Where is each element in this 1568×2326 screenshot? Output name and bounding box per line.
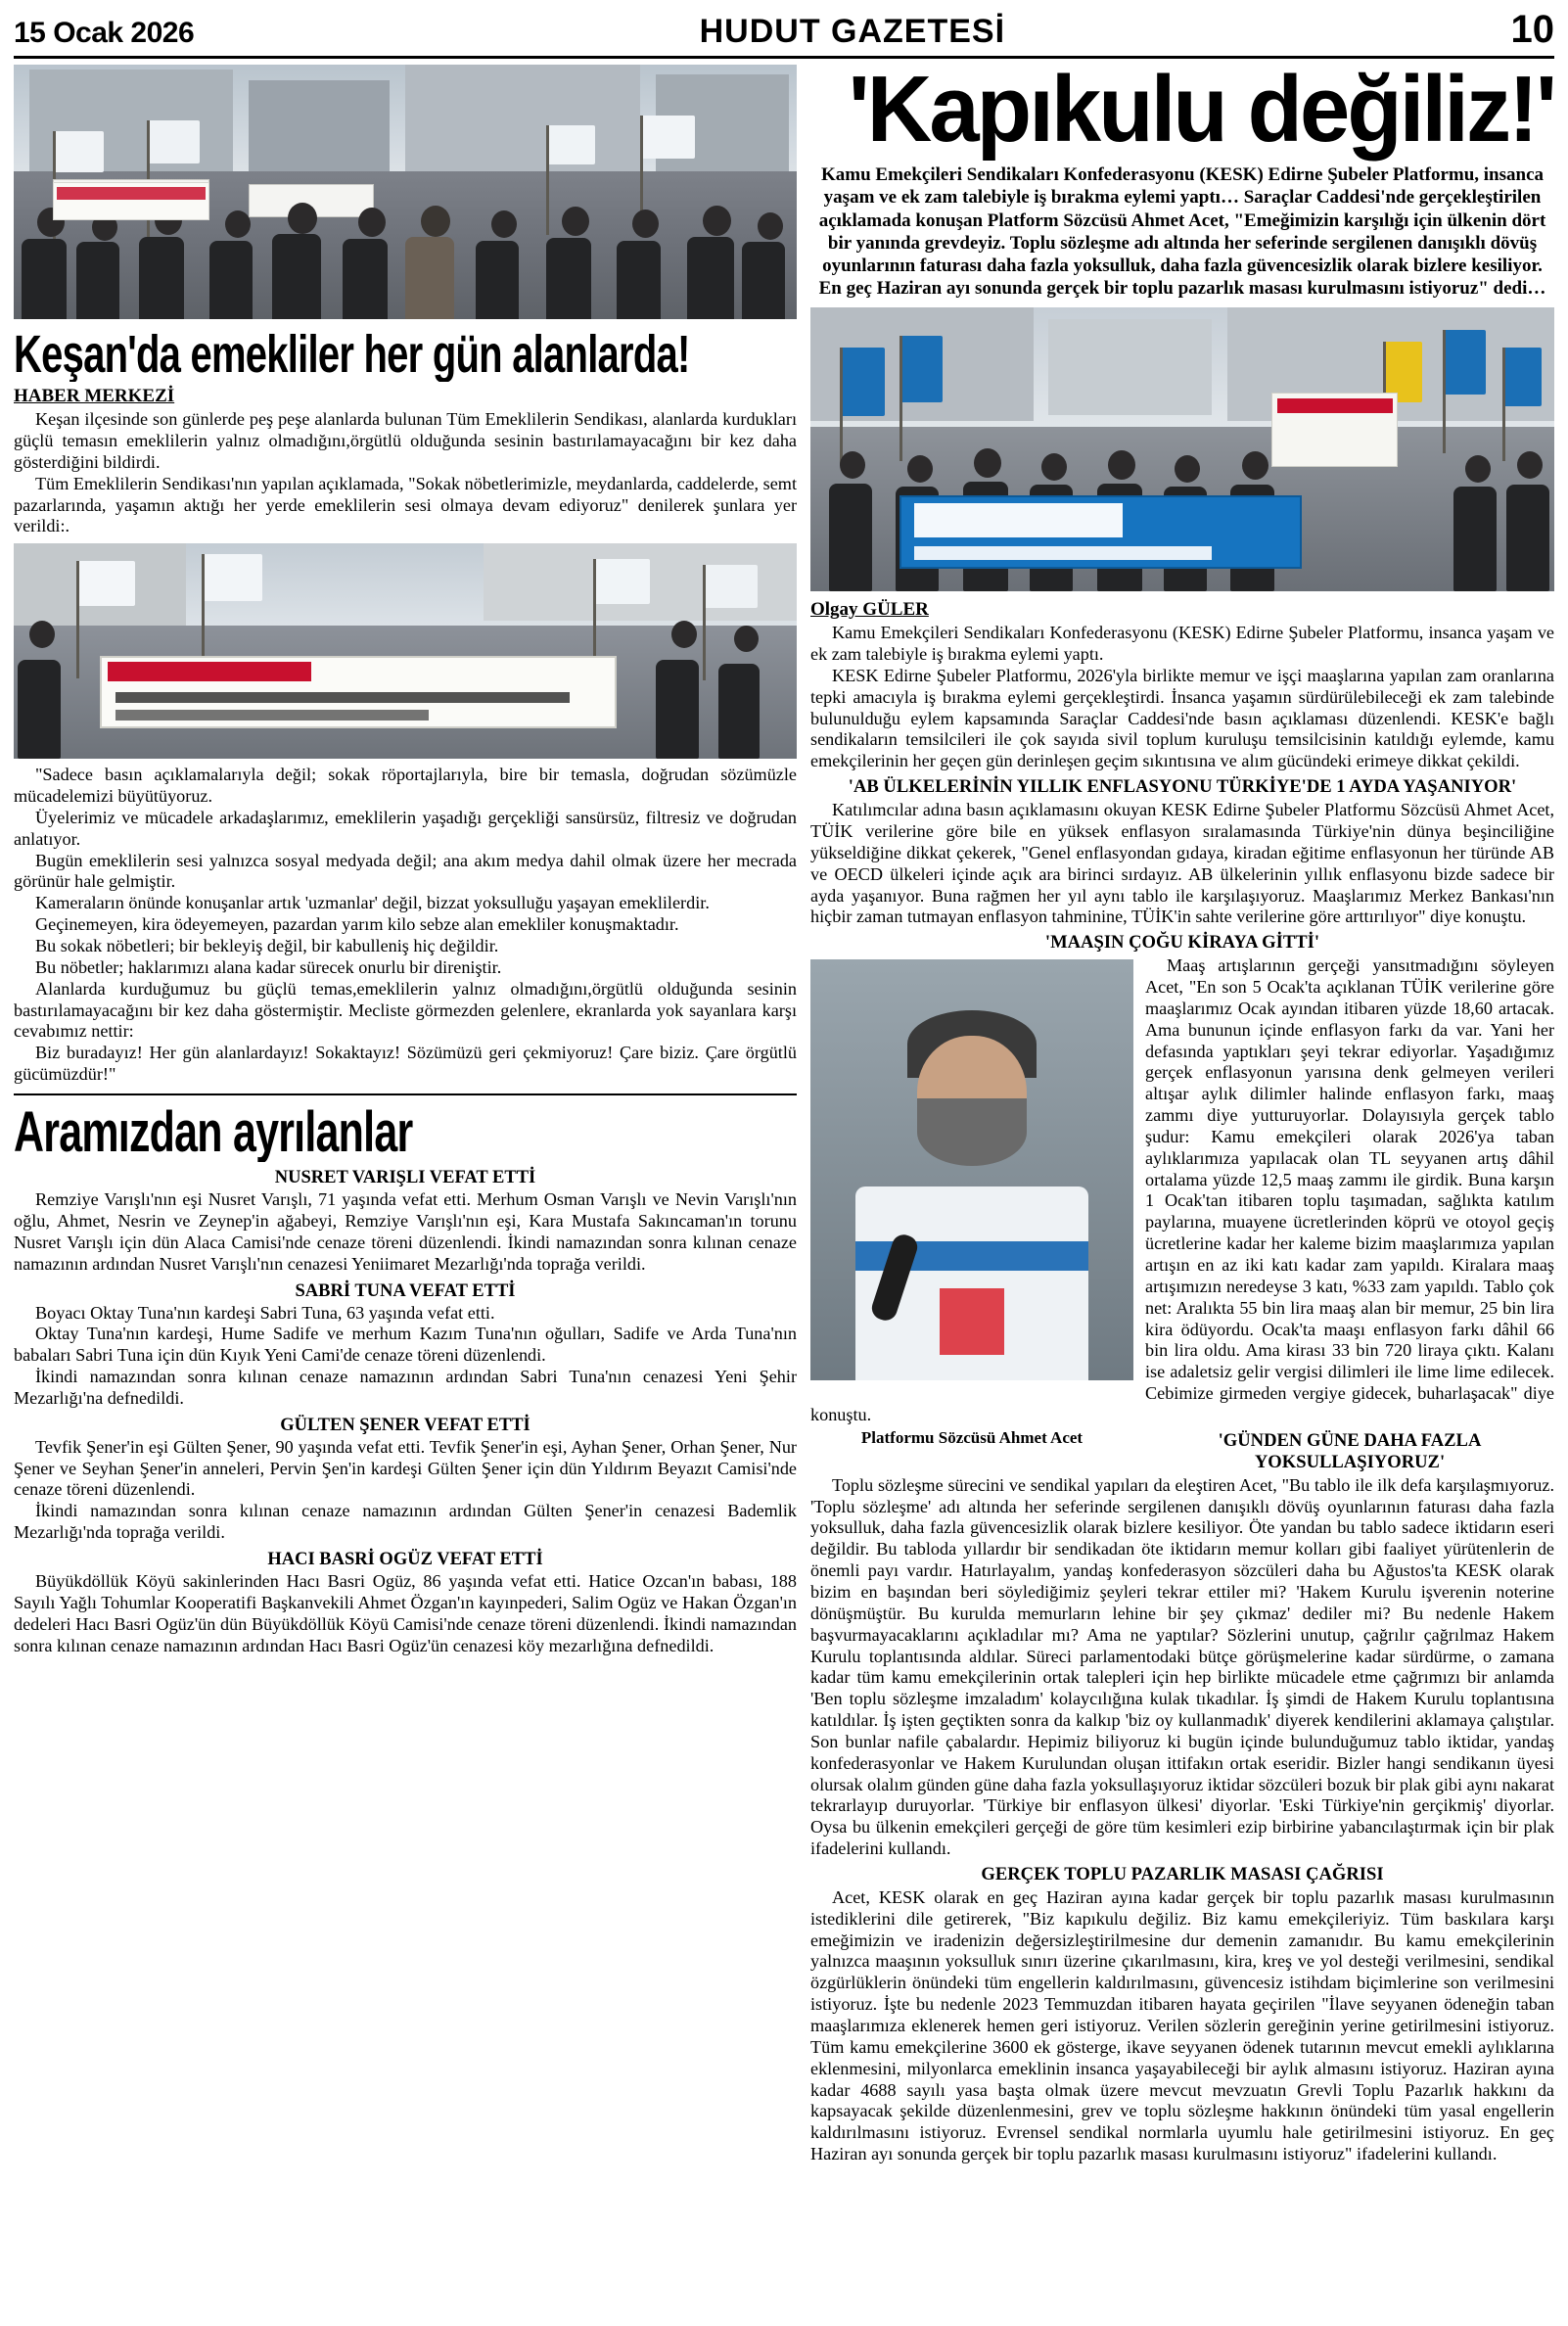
obituaries-headline-wrapper <box>14 1103 797 1162</box>
section-3-paragraph: Toplu sözleşme sürecini ve sendikal yapıları da eleştiren Acet, "Bu tablo ile ilk defa karşılaşmıyoruz. 'Toplu sözleşme' adı altında her seferinde sergilenen danışıklı dövüş oyunlarının faturası daha fazla yoksulluk, daha fazla güvencesizlik olarak bizlere kesiliyor. Öte yandan bu tablo sadece iktidarın eseri değildir. Bu tabloda yıllardır bir sendikadan öte iktidarın memur kolları gibi faaliyet yürütenlerin de önemli payı vardır. Hatırlayalım, yandaş konfederasyon sözcüleri daha bu Ağustos'ta KESK olarak bizim en başından beri söylediğimiz şeyleri tekrar ettiler mi? 'Hakem Kurulu işverenin noterine dönüşmüştür. Bu kurulda memurların lehine bir şey çıkmaz' dediler mi? Bu nedenle Hakem başvurmayacaklarını açıkladılar mı? Ama ne yaptılar? Sözlerini unutup, çağrılır çağrılmaz Hakem Kurulu toplantısında aldılar. Süreci parlamentodaki bütçe görüşmelerine kadar sürdürme, o zamana kadar tüm kamu emekçilerinin ortak talepleri için hep birlikte mücadele etme çağrımızı bir anlamda 'Ben toplu sözleşme imzaladım' kolaycılığına kulak tıkadılar. İş şimdi de Hakem Kurulu toplantısına katıldılar. İş işten geçtikten sonra da kalkıp 'biz oy kullanmadık' diyerek kendilerini aklamaya çalıştılar. Son bunlar nafile çabalardır. Hepimiz biliyoruz ki bugün içinde bulunduğumuz tablo iktidar, yandaş konfederasyonlar ve Hakem Kurulundan oluşan ittifakın ortak eseridir. Bizler hangi sendikanın üyesi olursak olalım günden güne daha fazla yoksullaşıyoruz iktidar sözcüleri bozuk bir plak gibi aynı nakarat tekrarlayıp duruyorlar. 'Türkiye bir enflasyon ülkesi' diyorlar. 'Eski Türkiye'nin gerçikmiş' diyorlar. Oysa bu ülkenin emekçileri gerçeği de göre tüm kesimleri ezip birbirine yabancılaştırmak için bir plak ifadelerini kullandı. <box>810 1474 1554 1859</box>
left-column <box>14 65 797 2303</box>
right-column <box>810 57 1554 2303</box>
photo-kesk-march <box>810 307 1554 591</box>
right-byline: Olgay GÜLER <box>810 599 929 621</box>
left-after-8: Alanlarda kurduğumuz bu güçlü temas,emeklilerin yalnız olmadığını,örgütlü olduğunda sesinin bastırılamayacağını bir kez daha göstermiştir. Mecliste görmezden gelenlere, ekranlarda yok sayanlara karşı cevabımız nettir: <box>14 978 797 1042</box>
obituary-title: SABRİ TUNA VEFAT ETTİ <box>295 1280 516 1301</box>
photo-emekliler-protest <box>14 65 797 319</box>
page-columns <box>14 57 1554 2303</box>
masthead-page-number: 10 <box>1510 8 1554 51</box>
left-paragraph-2: Tüm Emeklilerin Sendikası'nın yapılan açıklamada, "Sokak nöbetlerimizle, meydanlarda, caddelerde, semt pazarlarında, yaşamın aktığı her yerde emeklilerin sesi olmaya devam ediyoruz" denilerek şunlara yer verildi:. <box>14 473 797 536</box>
obituary-item <box>14 1168 797 1275</box>
section-1-paragraph: Katılımcılar adına basın açıklamasını okuyan KESK Edirne Şubeler Platformu Sözcüsü Ahmet Acet, TÜİK verilerine göre bile en yüksek enflasyon sıralamasında Türkiye'nin dünya beşinciliğine yükseldiğine dikkat çekerek, "Genel enflasyondan gıdaya, kiradan eğitime enflasyonun her türünde AB ve OECD ülkeleri içinde açık ara birinci sırdayız. AB ülkelerinin yıllık enflasyonu bizde sadece bir ayda yaşanıyor. Buna rağmen her yıl aynı tablo ile karşılaşıyoruz. Maaşlarımız Merkez Bankası'nın hiçbir zaman tutmayan enflasyon tahminine, TÜİK'in sahte verilerine göre arttırılıyor" diye konuştu. <box>810 800 1554 927</box>
masthead-date: 15 Ocak 2026 <box>14 17 195 49</box>
obituary-item <box>14 1416 797 1544</box>
portrait-caption: Platformu Sözcüsü Ahmet Acet <box>860 1427 1084 1447</box>
obituary-text: Oktay Tuna'nın kardeşi, Hume Sadife ve merhum Kazım Tuna'nın oğulları, Sadife ve Arda Tuna'nın babaları Sabri Tuna için dün Kıyık Yeni Cami'de cenaze töreni düzenlendi. <box>14 1324 797 1366</box>
section-title-1: 'AB ÜLKELERİNİN YILLIK ENFLASYONU TÜRKİYE'DE 1 AYDA YAŞANIYOR' <box>848 776 1517 798</box>
section-title-3: 'GÜNDEN GÜNE DAHA FAZLA YOKSULLAŞIYORUZ' <box>1218 1429 1482 1472</box>
obituary-list <box>14 1168 797 1656</box>
left-after-1: "Sadece basın açıklamalarıyla değil; sokak röportajlarıyla, bire bir temasla, doğrudan sözümüzle mücadelemizi büyütüyoruz. <box>14 765 797 807</box>
photo-ahmet-acet-portrait <box>810 959 1133 1380</box>
obituary-text: Boyacı Oktay Tuna'nın kardeşi Sabri Tuna, 63 yaşında vefat etti. <box>35 1302 495 1323</box>
left-after-4: Kameraların önünde konuşanlar artık 'uzmanlar' değil, bizzat yoksulluğu yaşayan emeklilerdir. <box>35 893 710 913</box>
section-2-paragraph: Maaş artışlarının gerçeği yansıtmadığını söyleyen Acet, "En son 5 Ocak'ta açıklanan TÜİK verilerine göre maaşlarımız Ocak ayından itibaren yüzde 18,60 artacak. Ama bununun içinde enflasyon farkı da var. Yani her defasında yaptıkları şeyi tekrar ediyorlar. Yaşadığımız gerçek enflasyonun yarısına denk gelmeyen verileri altışar aylık dilimler halinde enflasyon farkı, maaş zammı diye yutturuyorlar. Dolayısıyla gerçek tablo şudur: Kamu emekçileri olarak 2026'ya taban aylıklarımıza yapılacak olan TL seyyanen artış dâhil ortalama yüzde 12,5 maaş zammı ile girdik. Buna karşın 1 Ocak'tan itibaren toplu taşımadan, sağlıkta katılım paylarına, muayene ücretlerinden köprü ve otoyol geçiş ücretlerine kadar her kaleme bizim maaşlarımıza yapılan artışın en az iki katı kadar zam yapıldı. Kiralara maaş artışımızın neredeyse 3 katı, %33 zam yapıldı. Tablo çok net: Aralıkta 55 bin lira maaş alan bir memur, 25 bin lira kira ödüyordu. Ocak'ta maaşı enflasyon farkı dâhil 66 bin lira oldu. Ama kirası 33 bin 720 liraya çıktı. Kalanı ise adaletsiz gelir vergisi dilimleri ile lime lime edilecek. Cebimize girmeden vergiye gidecek, buharlaşacak" diye konuştu. <box>810 955 1554 1424</box>
obituaries-headline: Aramızdan ayrılanlar <box>14 1102 413 1163</box>
section-title-2: 'MAAŞIN ÇOĞU KİRAYA GİTTİ' <box>1044 932 1320 954</box>
left-after-5: Geçinemeyen, kira ödeyemeyen, pazardan yarım kilo sebze alan emekliler konuşmaktadır. <box>35 914 679 935</box>
obituary-text: Remziye Varışlı'nın eşi Nusret Varışlı, 71 yaşında vefat etti. Merhum Osman Varışlı ve Nevin Varışlı'nın oğlu, Ahmet, Nesrin ve Zeynep'in ağabeyi, Remziye Varışlı'nın eşi, Kara Mustafa Sakıncaman'ın torunu Nusret Varışlı için dün Alaca Camisi'nde cenaze töreni düzenlendi. İkindi namazından sonra kılınan cenaze namazının ardından Nusret Varışlı'nın cenazesi Yeniimaret Mezarlığı'nda toprağa verildi. <box>14 1189 797 1274</box>
obituary-title: HACI BASRİ OGÜZ VEFAT ETTİ <box>267 1550 543 1569</box>
obituary-title: NUSRET VARIŞLI VEFAT ETTİ <box>274 1168 536 1188</box>
masthead <box>14 8 1554 59</box>
obituary-text: Büyükdöllük Köyü sakinlerinden Hacı Basri Ogüz, 86 yaşında vefat etti. Hatice Ozcan'ın babası, 188 Sayılı Yağlı Tohumlar Kooperatifi Başkanvekili Ahmet Özgan'ın kayınpederi, Salim Ogüz ve Hakan Özgan'ın dedeleri Hacı Basri Ogüz'ün dün Büyükdöllük Köyü Camisi'nde cenaze töreni düzenlendi. İkindi namazından sonra kılınan cenaze namazının ardından Hacı Basri Ogüz'ün cenazesi köy mezarlığına defnedildi. <box>14 1571 797 1655</box>
left-after-6: Bu sokak nöbetleri; bir bekleyiş değil, bir kabulleniş hiç değildir. <box>35 935 499 955</box>
right-headline: 'Kapıkulu değiliz!' <box>848 57 1554 162</box>
left-paragraph-1: Keşan ilçesinde son günlerde peş peşe alanlarda bulunan Tüm Emeklilerin Sendikası, alanlarda kurdukları güçlü temasın emeklilerin yalnız olmadığını,örgütlü olduğunda sesinin bastırılamayacağını bir kez daha gösterdiğini bildirdi. <box>14 409 797 472</box>
photo-gecinemiyoruz-banner <box>14 543 797 759</box>
left-after-2: Üyelerimiz ve mücadele arkadaşlarımız, emeklilerin yaşadığı gerçekliği sansürsüz, filtresiz ve doğrudan anlatıyor. <box>14 807 797 849</box>
masthead-title: HUDUT GAZETESİ <box>699 13 1006 50</box>
obituary-text: Tevfik Şener'in eşi Gülten Şener, 90 yaşında vefat etti. Tevfik Şener'in eşi, Ayhan Şener, Orhan Şener, Nur Şener ve Seyhan Şener'in anneleri, Pervin Şen'in kardeşi Gülten Şener için dün Yıldırım Beyazıt Camisi'nde cenaze töreni düzenlendi. <box>14 1436 797 1500</box>
obituary-text: İkindi namazından sonra kılınan cenaze namazının ardından Sabri Tuna'nın cenazesi Yeni Şehir Mezarlığı'na defnedildi. <box>14 1367 797 1408</box>
left-headline-wrapper <box>14 327 797 382</box>
left-after-3: Bugün emeklilerin sesi yalnızca sosyal medyada değil; ana akım medya dahil olmak üzere her mecrada görünür hale gelmiştir. <box>14 850 797 892</box>
section-title-4: GERÇEK TOPLU PAZARLIK MASASI ÇAĞRISI <box>981 1863 1384 1884</box>
obituary-item <box>14 1550 797 1656</box>
section-divider <box>14 1093 797 1095</box>
left-headline: Keşan'da emekliler her gün alanlarda! <box>14 327 690 383</box>
obituary-title: GÜLTEN ŞENER VEFAT ETTİ <box>280 1415 530 1435</box>
right-paragraph-1: Kamu Emekçileri Sendikaları Konfederasyonu (KESK) Edirne Şubeler Platformu, insanca yaşam ve ek zam talebiyle iş bırakma eylemi yaptı. <box>810 623 1554 665</box>
right-paragraph-2: KESK Edirne Şubeler Platformu, 2026'yla birlikte memur ve işçi maaşlarına yapılan zam oranlarına tepki amacıyla iş bırakma eylemi gerçekleştirdi. İnsanca yaşamın sürdürülebileceği ek zam talebinde bulunulduğu eylem kapsamında Saraçlar Caddesi'nde basın açıklaması düzenlendi. KESK'e bağlı sendikaların temsilcileri ile çok sayıda sivil toplum kuruluşu temsilcisinin katıldığı eylemde, kamu emekçilerinin her geçen gün derinleşen geçim sıkıntısına ve alım gücündeki erimeye dikkat çekildi. <box>810 665 1554 771</box>
section-4-paragraph: Acet, KESK olarak en geç Haziran ayına kadar gerçek bir toplu pazarlık masası kurulmasının istediklerini dile getirerek, "Biz kapıkulu değiliz. Biz kamu emekçileriyiz. Tüm baskılara karşı emeğimizin ve iradenizin değersizleştirilmesine dur demenin zamanıdır. Bu kamu emekçilerinin yalnızca maaşının yoksulluk sınırı üzerine çıkarılmasını, kira, kreş ve yol desteği verilmesini, sendikal özgürlüklerin önündeki tüm engellerin kaldırılmasını, güvencesiz istihdam biçimlerine son verilmesini istiyoruz. İşte bu nedenle 2023 Temmuzdan itibaren hayata geçirilen "İlave seyyanen ödeneğin taban maaşlarımıza eklenerek hemen geri istiyoruz. Verilen sözlerin gereğinin yerine getirilmesini istiyoruz. Tüm kamu emekçilerine 3600 ek gösterge, ikave seyyanen ödenek tutarının mevcut emekli aylıklarına eklenmesini, milyonlarca emeklinin insanca yaşayabileceği bir aylık almasını istiyoruz. Haziran ayına kadar 4688 sayılı yasa başta olmak üzere mevcut mevzuatın Grevli Toplu Pazarlık hakkını da kapsayacak şekilde düzenlenmesini, grev ve toplu sözleşme hakkının önündeki tüm yasal engellerin kaldırılmasını istiyoruz. Evrensel sendikal normlarla uyumlu hale getirilmesini istiyoruz. En geç Haziran ayı sonunda gerçek bir toplu pazarlık masası kurulmasını istiyoruz" ifadelerini kullandı. <box>810 1886 1554 2164</box>
obituary-text: İkindi namazından sonra kılınan cenaze namazının ardından Gülten Şener'in cenazesi Bademlik Mezarlığı'nda toprağa verildi. <box>14 1501 797 1543</box>
right-lead: Kamu Emekçileri Sendikaları Konfederasyonu (KESK) Edirne Şubeler Platformu, insanca yaşam ve ek zam talebiyle iş bırakma eylemi yaptı… Saraçlar Caddesi'nde gerçekleştirilen açıklamada konuşan Platform Sözcüsü Ahmet Acet, "Emeğimizin karşılığı için ülkenin dört bir yanında grevdeyiz. Toplu sözleşme adı altında her seferinde sergilenen danışıklı dövüş oyunlarının faturası daha fazla yoksulluk, daha fazla güvencesizlik olarak bizlere kesiliyor. En geç Haziran ayı sonunda gerçek bir toplu pazarlık masası kurulmasını istiyoruz" dedi… <box>818 164 1546 300</box>
left-byline: HABER MERKEZİ <box>14 386 175 407</box>
left-after-7: Bu nöbetler; haklarımızı alana kadar sürecek onurlu bir direniştir. <box>35 956 502 977</box>
left-after-9: Biz buradayız! Her gün alanlardayız! Sokaktayız! Sözümüzü geri çekmiyoruz! Çare biziz. Çare örgütlü gücümüzdür!" <box>14 1043 797 1085</box>
obituary-item <box>14 1281 797 1410</box>
